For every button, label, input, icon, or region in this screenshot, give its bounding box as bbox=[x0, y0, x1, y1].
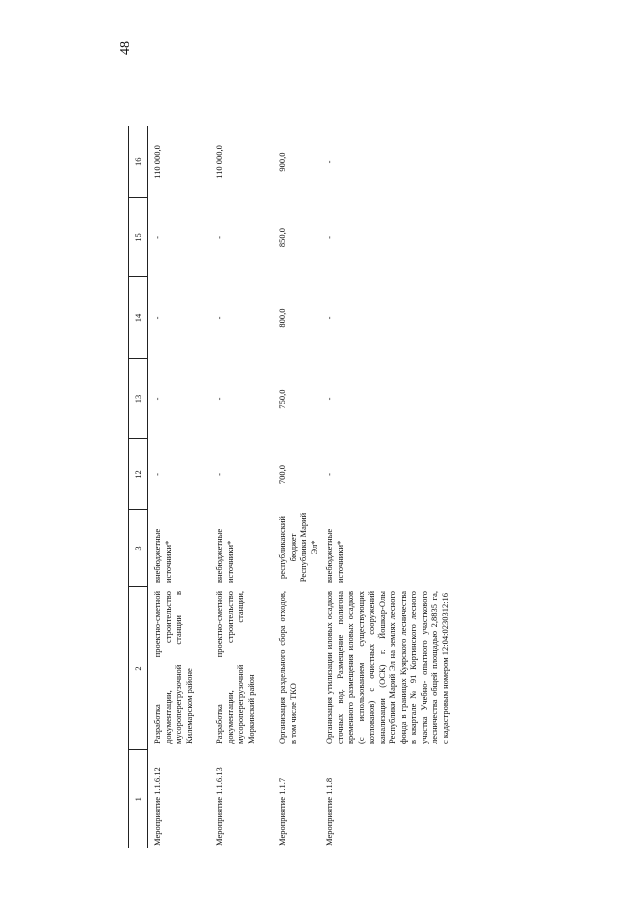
column-header: 13 bbox=[129, 359, 148, 439]
funding-source: внебюджетные источники* bbox=[214, 528, 235, 583]
value-cell: 800,0 bbox=[277, 308, 287, 328]
measure-description: Организация утилизации иловых осадков сточных вод. Размещение полигона временного размещения иловых осадков (с использованием существующих котлованов) с очистных сооружений канализации (ОСК) г. Йошкар-Олы Республики Марий Эл на землях лесного фонда в границах Куярского лесничества в квартале № 91 Кортинского лесного участка Учебно- опытного участкового лесничества общей площадью 2,8835 га, с кадастровым номером 12:04:0230312:16 bbox=[324, 591, 450, 744]
value-cell: 750,0 bbox=[277, 389, 287, 409]
measure-id: Мероприятие 1.1.7 bbox=[277, 777, 287, 846]
value-cell: - bbox=[324, 473, 335, 476]
value-cell: - bbox=[214, 236, 224, 239]
value-cell: - bbox=[152, 316, 162, 320]
measure-description: Разработка проектно-сметной документации, строительство мусороперегрузочной станции, Моркинский район bbox=[214, 591, 256, 744]
table-row bbox=[273, 126, 320, 848]
value-cell: 900,0 bbox=[277, 152, 287, 172]
funding-source: внебюджетные источники* bbox=[152, 528, 173, 583]
value-cell: - bbox=[324, 397, 335, 401]
value-cell: 850,0 bbox=[277, 227, 287, 248]
table-header-row bbox=[129, 126, 148, 848]
column-header: 15 bbox=[129, 198, 148, 277]
value-cell: - bbox=[324, 316, 335, 320]
value-cell: 700,0 bbox=[277, 464, 287, 485]
measures-table bbox=[128, 126, 525, 848]
value-cell: - bbox=[152, 397, 162, 401]
value-cell: - bbox=[214, 473, 224, 476]
value-cell: - bbox=[324, 236, 335, 239]
value-cell: - bbox=[152, 473, 162, 476]
column-header: 1 bbox=[129, 750, 148, 848]
value-cell: - bbox=[152, 236, 162, 239]
table-row bbox=[148, 126, 211, 848]
column-header: 2 bbox=[129, 587, 148, 750]
column-header: 16 bbox=[129, 126, 148, 198]
page-number: 48 bbox=[118, 41, 133, 55]
value-cell: 110 000,0 bbox=[214, 145, 224, 179]
value-cell: 110 000,0 bbox=[152, 145, 162, 179]
funding-source: республиканский бюджет Республики Марий Эл* bbox=[277, 512, 319, 583]
column-header: 3 bbox=[129, 510, 148, 587]
measure-description: Организация раздельного сбора отходов, в том числе ТКО bbox=[277, 591, 298, 744]
measure-id: Мероприятие 1.1.6.13 bbox=[214, 767, 224, 846]
value-cell: - bbox=[214, 397, 224, 401]
column-header: 12 bbox=[129, 439, 148, 510]
measure-id: Мероприятие 1.1.8 bbox=[324, 777, 335, 846]
table-sheet bbox=[128, 126, 532, 848]
funding-source: внебюджетные источники* bbox=[324, 528, 345, 583]
table-row bbox=[320, 126, 525, 848]
column-header: 14 bbox=[129, 277, 148, 359]
value-cell: - bbox=[214, 316, 224, 320]
value-cell: - bbox=[324, 160, 335, 164]
table-row bbox=[210, 126, 273, 848]
measure-id: Мероприятие 1.1.6.12 bbox=[152, 767, 162, 846]
measure-description: Разработка проектно-сметной документации, строительство мусороперегрузочной станции в Килемарском районе bbox=[152, 591, 194, 744]
